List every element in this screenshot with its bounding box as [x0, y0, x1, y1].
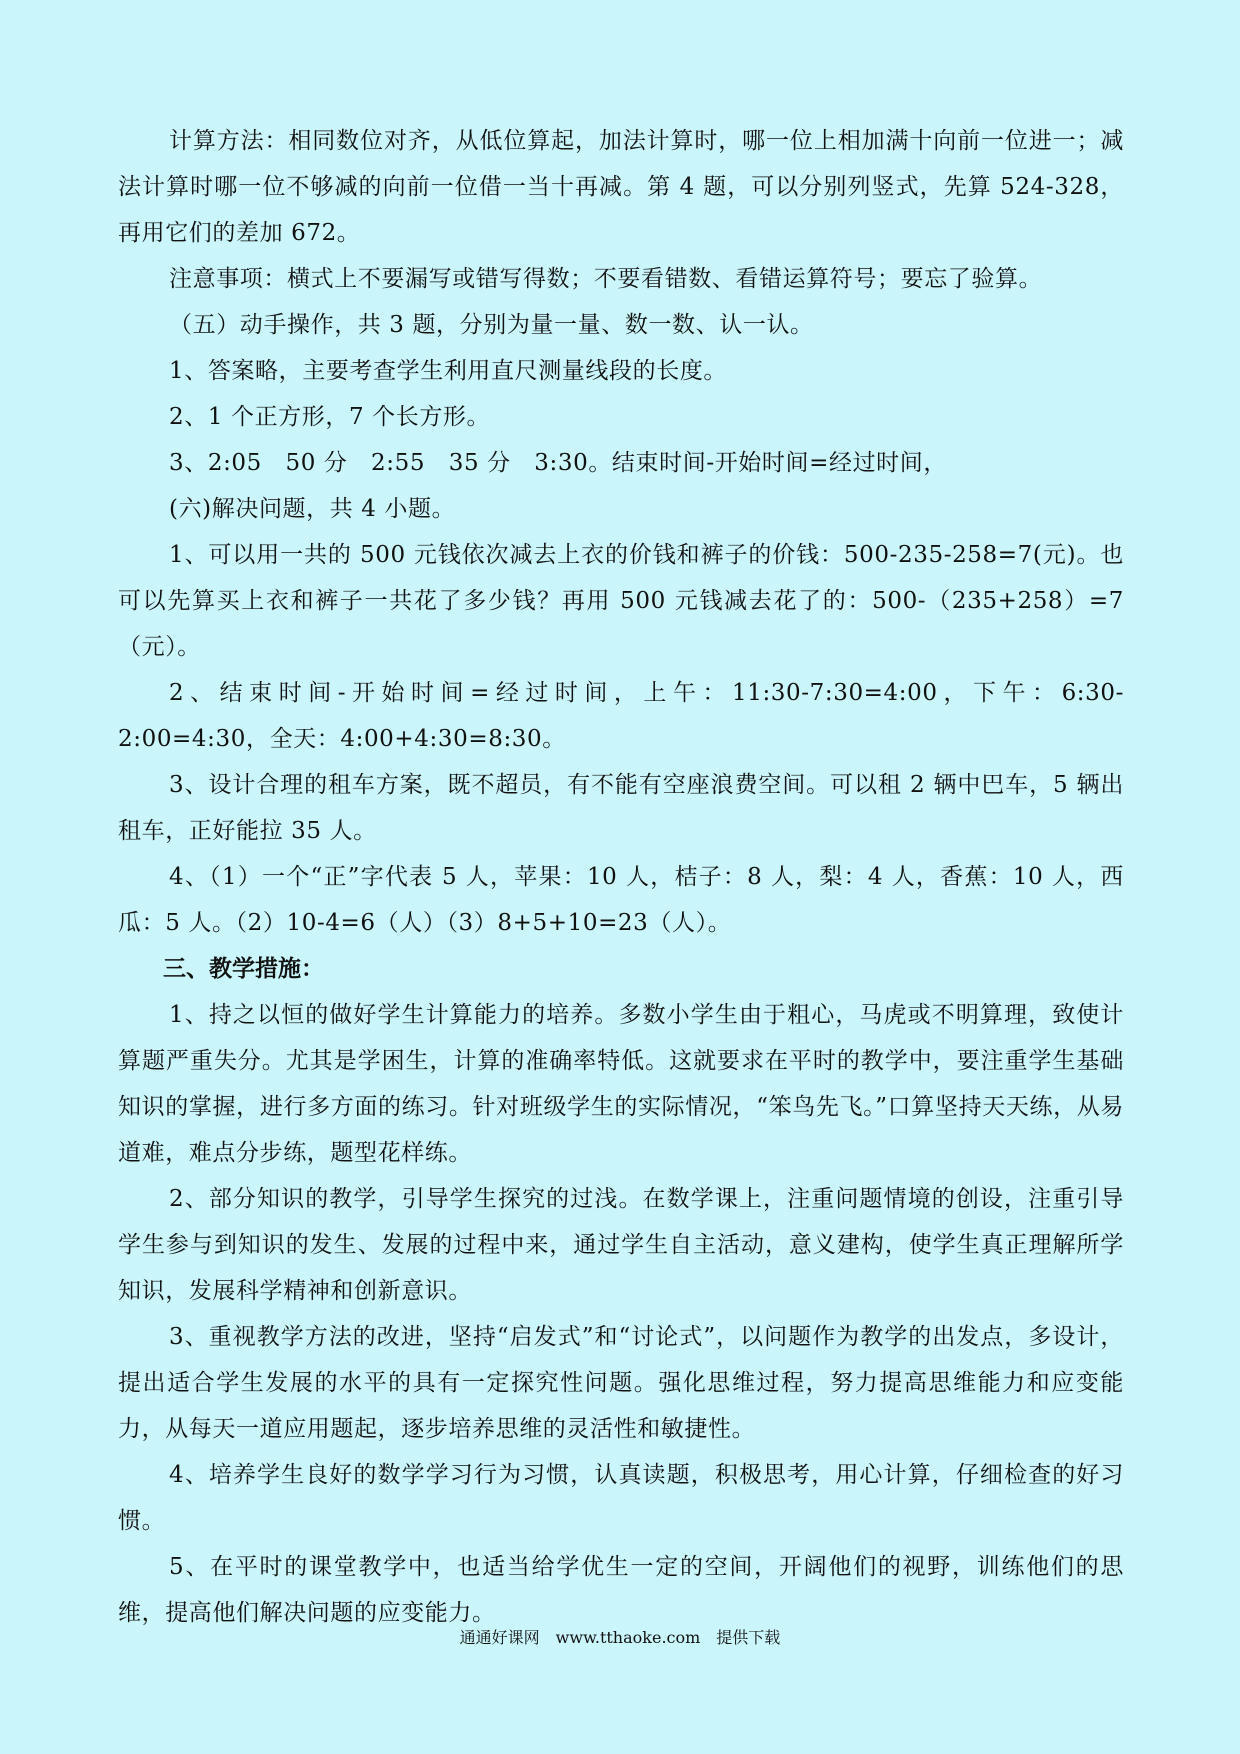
paragraph-section-5: （五）动手操作，共 3 题，分别为量一量、数一数、认一认。 — [169, 312, 814, 338]
measure-item-3: 3、重视教学方法的改进，坚持“启发式”和“讨论式”，以问题作为教学的出发点，多设计，提出适合学生发展的水平的具有一定探究性问题。强化思维过程，努力提高思维能力和应变能力，从每天一道应用题起，逐步培养思维的灵活性和敏捷性。 — [118, 1324, 1124, 1442]
paragraph-section-6: (六)解决问题，共 4 小题。 — [169, 496, 456, 522]
document-body — [118, 118, 1124, 1636]
section-heading-measures: 三、教学措施： — [163, 956, 324, 982]
paragraph-5-3: 3、2:05 50 分 2:55 35 分 3:30。结束时间-开始时间=经过时间， — [169, 450, 947, 476]
measure-item-5: 5、在平时的课堂教学中，也适当给学优生一定的空间，开阔他们的视野，训练他们的思维，提高他们解决问题的应变能力。 — [118, 1554, 1124, 1626]
paragraph-5-1: 1、答案略，主要考查学生利用直尺测量线段的长度。 — [169, 358, 728, 384]
paragraph-notes: 注意事项：横式上不要漏写或错写得数；不要看错数、看错运算符号；要忘了验算。 — [169, 266, 1043, 292]
measure-item-1: 1、持之以恒的做好学生计算能力的培养。多数小学生由于粗心，马虎或不明算理，致使计算题严重失分。尤其是学困生，计算的准确率特低。这就要求在平时的教学中，要注重学生基础知识的掌握，进行多方面的练习。针对班级学生的实际情况，“笨鸟先飞。”口算坚持天天练，从易道难，难点分步练，题型花样练。 — [118, 1002, 1124, 1166]
page-footer: 通通好课网 www.tthaoke.com 提供下载 — [459, 1628, 781, 1647]
paragraph-6-1: 1、可以用一共的 500 元钱依次减去上衣的价钱和裤子的价钱：500-235-258=7(元)。也可以先算买上衣和裤子一共花了多少钱？再用 500 元钱减去花了的：500-（235+258）=7（元）。 — [118, 542, 1124, 660]
paragraph-6-4: 4、（1）一个“正”字代表 5 人，苹果：10 人，桔子：8 人，梨：4 人，香蕉：10 人，西瓜：5 人。（2）10-4=6（人）（3）8+5+10=23（人）。 — [118, 864, 1124, 936]
paragraph-6-2: 2、结束时间-开始时间=经过时间，上午：11:30-7:30=4:00，下午：6:30-2:00=4:30，全天：4:00+4:30=8:30。 — [118, 680, 1124, 752]
paragraph-5-2: 2、1 个正方形，7 个长方形。 — [169, 404, 491, 430]
measure-item-4: 4、培养学生良好的数学学习行为习惯，认真读题，积极思考，用心计算，仔细检查的好习惯。 — [118, 1462, 1124, 1534]
measure-item-2: 2、部分知识的教学，引导学生探究的过浅。在数学课上，注重问题情境的创设，注重引导学生参与到知识的发生、发展的过程中来，通过学生自主活动，意义建构，使学生真正理解所学知识，发展科学精神和创新意识。 — [118, 1186, 1124, 1304]
paragraph-calc-method: 计算方法：相同数位对齐，从低位算起，加法计算时，哪一位上相加满十向前一位进一；减法计算时哪一位不够减的向前一位借一当十再减。第 4 题，可以分别列竖式，先算 524-328，再用它们的差加 672。 — [118, 128, 1124, 246]
paragraph-6-3: 3、设计合理的租车方案，既不超员，有不能有空座浪费空间。可以租 2 辆中巴车，5 辆出租车，正好能拉 35 人。 — [118, 772, 1124, 844]
